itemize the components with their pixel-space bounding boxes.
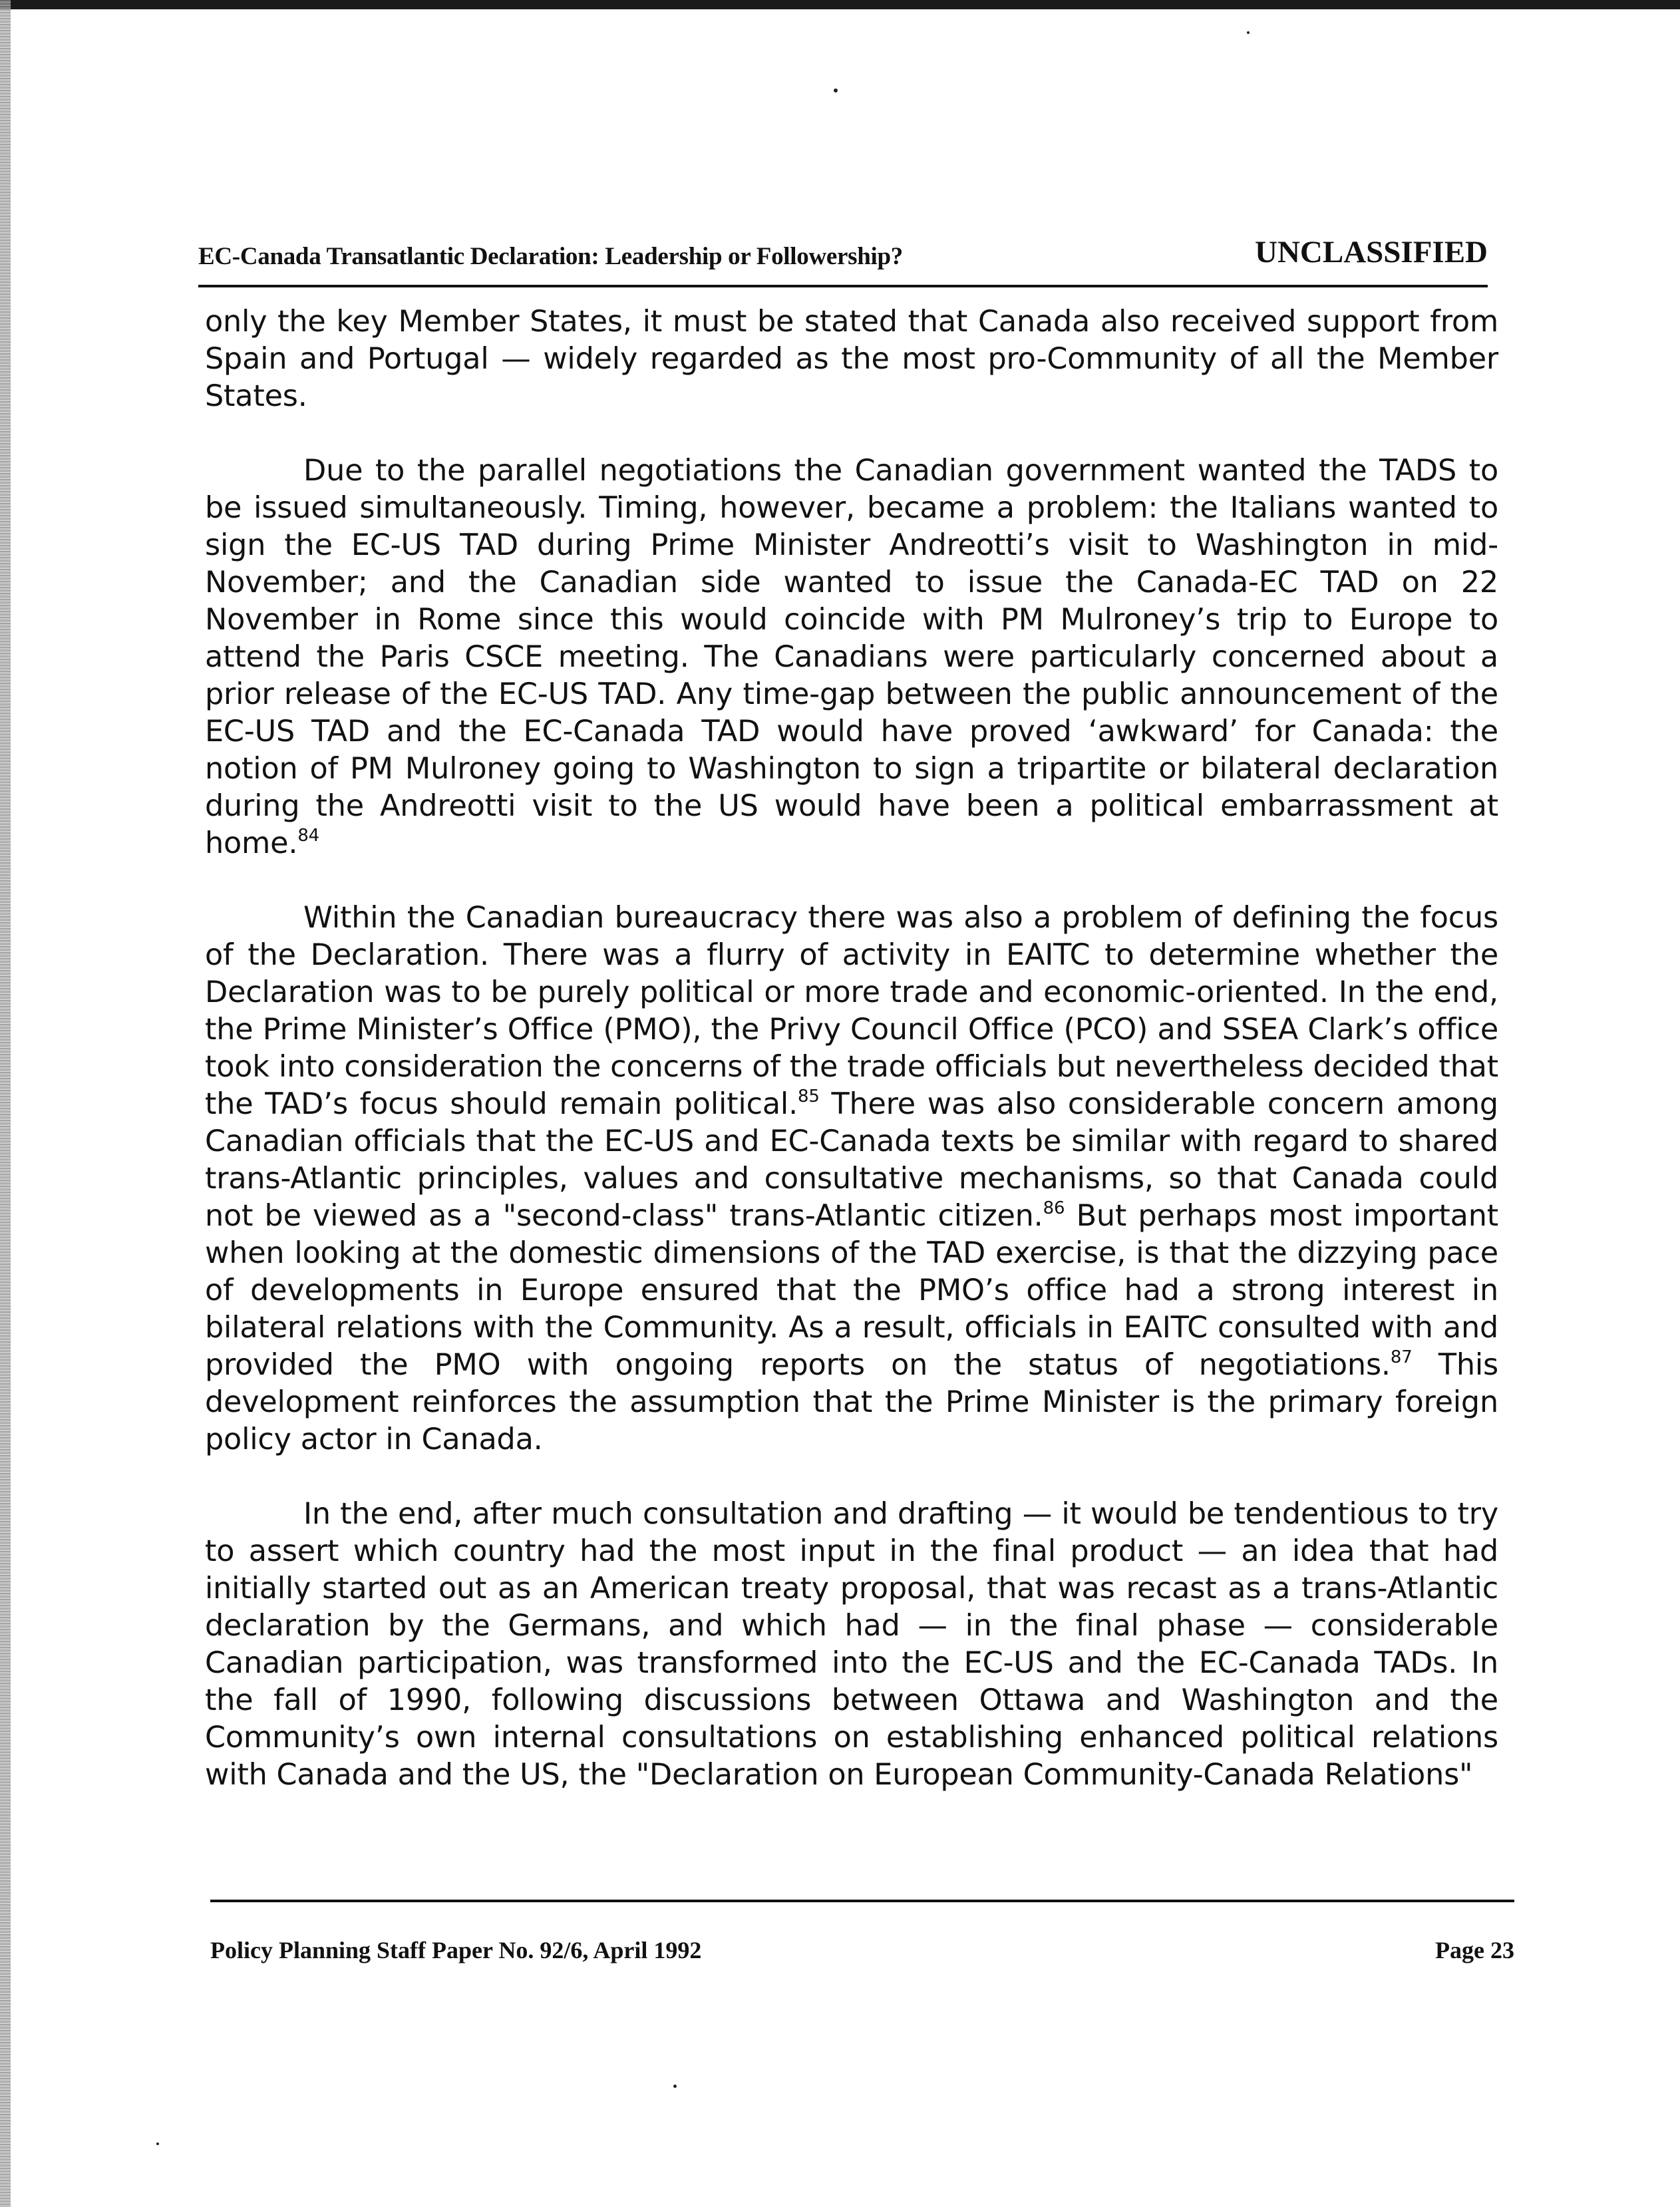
page-number: Page 23: [1435, 1937, 1514, 1963]
scan-speck: [834, 88, 838, 92]
footnote-ref: 86: [1043, 1198, 1065, 1218]
header-title: EC-Canada Transatlantic Declaration: Leadership or Followership?: [198, 243, 903, 270]
header-rule: [198, 285, 1488, 287]
footnote-ref: 85: [798, 1087, 820, 1106]
paragraph: [205, 452, 1498, 862]
running-header: [198, 230, 1488, 278]
footnote-ref: 84: [297, 826, 319, 846]
paragraph: [205, 303, 1498, 415]
text-run: Within the Canadian bureaucracy there was also a problem of defining the focus of the Declaration. There was a flurry of activity in EAITC to determine whether the Declaration was to be purely political or more trade and economic-oriented. In the end, the Prime Minister’s Office (PMO), the Privy Council Office (PCO) and SSEA Clark’s office took into consideration the concerns of the trade officials but nevertheless decided that the TAD’s focus should remain political.: [205, 901, 1498, 1121]
text-run: There was also considerable concern among Canadian officials that the EC-US and EC-Canada texts be similar with regard to shared trans-Atlantic principles, values and consultative mechanisms, so that Canada could not be viewed as a "second-class" trans-Atlantic citizen.: [205, 1087, 1498, 1233]
paragraph: [205, 1496, 1498, 1794]
scan-left-edge: [0, 0, 11, 2207]
footer-publication: Policy Planning Staff Paper No. 92/6, April 1992: [210, 1937, 702, 1963]
footer-rule: [210, 1900, 1514, 1902]
running-footer: [210, 1936, 1514, 1976]
text-run: But perhaps most important when looking at the domestic dimensions of the TAD exercise, is that the dizzying pace of developments in Europe ensured that the PMO’s office had a strong interest in bilateral relations with the Community. As a result, officials in EAITC consulted with and provided the PMO with ongoing reports on the status of negotiations.: [205, 1199, 1498, 1382]
scan-top-border: [0, 0, 1680, 9]
scan-speck: [673, 2085, 677, 2088]
paragraph: [205, 900, 1498, 1458]
text-run: In the end, after much consultation and drafting — it would be tendentious to try to assert which country had the most input in the final product — an idea that had initially started out as an American treaty proposal, that was recast as a trans-Atlantic declaration by the Germans, and which had — in the final phase — considerable Canadian participation, was transformed into the EC-US and the EC-Canada TADs. In the fall of 1990, following discussions between Ottawa and Washington and the Community’s own internal consultations on establishing enhanced political relations with Canada and the US, the "Declaration on European Community-Canada Relations": [205, 1497, 1498, 1792]
document-body: [205, 303, 1498, 1794]
text-run: This development reinforces the assumption that the Prime Minister is the primary foreign policy actor in Canada.: [205, 1348, 1498, 1456]
scan-speck: [1247, 31, 1250, 34]
scan-speck: [156, 2142, 159, 2145]
footnote-ref: 87: [1390, 1347, 1413, 1367]
text-run: only the key Member States, it must be stated that Canada also received support from Spain and Portugal — widely regarded as the most pro-Community of all the Member States.: [205, 305, 1498, 413]
classification-label: UNCLASSIFIED: [1255, 235, 1488, 269]
text-run: Due to the parallel negotiations the Canadian government wanted the TADS to be issued simultaneously. Timing, however, became a problem: the Italians wanted to sign the EC-US TAD during Prime Minister Andreotti’s visit to Washington in mid-November; and the Canadian side wanted to issue the Canada-EC TAD on 22 November in Rome since this would coincide with PM Mulroney’s trip to Europe to attend the Paris CSCE meeting. The Canadians were particularly concerned about a prior release of the EC-US TAD. Any time-gap between the public announcement of the EC-US TAD and the EC-Canada TAD would have proved ‘awkward’ for Canada: the notion of PM Mulroney going to Washington to sign a tripartite or bilateral declaration during the Andreotti visit to the US would have been a political embarrassment at home.: [205, 454, 1498, 860]
